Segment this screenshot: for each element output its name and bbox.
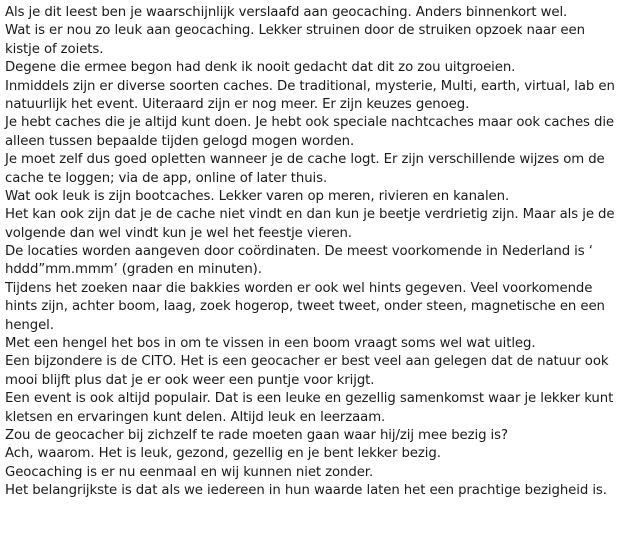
- paragraph-cache-types: [5, 78, 640, 115]
- text-line: kletsen en ervaringen kunt delen. Altijd leuk en leerzaam.: [5, 409, 386, 425]
- paragraph-coordinates: [5, 243, 640, 280]
- paragraph-night-caches: [5, 114, 640, 151]
- text-line: Je moet zelf dus goed opletten wanneer je de cache logt. Er zijn verschillende wijzes om de: [5, 152, 605, 168]
- paragraph-origin: [5, 59, 640, 77]
- text-line: Een bijzondere is de CITO. Het is een geocacher er best veel aan gelegen dat de natuur ook: [5, 354, 609, 370]
- text-line: Als je dit leest ben je waarschijnlijk verslaafd aan geocaching. Anders binnenkort wel.: [5, 5, 568, 20]
- paragraph-not-found: [5, 206, 640, 243]
- text-line: alleen tussen bepaalde tijden gelogd mogen worden.: [5, 133, 355, 149]
- paragraph-question: [5, 427, 640, 445]
- text-line: Wat is er nou zo leuk aan geocaching. Lekker struinen door de struiken opzoek naar een: [5, 23, 585, 39]
- text-line: mooi blijft plus dat je er ook weer een puntje voor krijgt.: [5, 372, 375, 388]
- text-line: Inmiddels zijn er diverse soorten caches. De traditional, mysterie, Multi, earth, virtual, lab en: [5, 78, 615, 94]
- text-line: cache te loggen; via de app, online of later thuis.: [5, 170, 328, 186]
- paragraph-events: [5, 390, 640, 427]
- paragraph-conclusion: [5, 482, 640, 500]
- text-line: Het kan ook zijn dat je de cache niet vindt en dan kun je beetje verdrietig zijn. Maar als je de: [5, 207, 615, 223]
- text-line: Ach, waarom. Het is leuk, gezond, gezellig en je bent lekker bezig.: [5, 446, 441, 462]
- text-line: Wat ook leuk is zijn bootcaches. Lekker varen op meren, rivieren en kanalen.: [5, 188, 510, 204]
- text-line: Geocaching is er nu eenmaal en wij kunnen niet zonder.: [5, 464, 374, 480]
- paragraph-why-fun: [5, 22, 640, 59]
- paragraph-boat-caches: [5, 188, 640, 206]
- text-line: Zou de geocacher bij zichzelf te rade moeten gaan waar hij/zij mee bezig is?: [5, 427, 508, 443]
- text-line: Tijdens het zoeken naar die bakkies worden er ook wel hints gegeven. Veel voorkomende: [5, 280, 593, 296]
- paragraph-answer: [5, 445, 640, 463]
- text-line: hddd”mm.mmm’ (graden en minuten).: [5, 262, 262, 278]
- text-line: Een event is ook altijd populair. Dat is een leuke en gezellig samenkomst waar je lekker kunt: [5, 391, 614, 407]
- paragraph-fishing-rod: [5, 335, 640, 353]
- text-line: Het belangrijkste is dat als we iedereen in hun waarde laten het een prachtige bezigheid is.: [5, 483, 607, 499]
- text-line: Degene die ermee begon had denk ik nooit gedacht dat dit zo zou uitgroeien.: [5, 60, 516, 76]
- paragraph-cant-live-without: [5, 464, 640, 482]
- text-line: hints zijn, achter boom, laag, zoek hogerop, tweet tweet, onder steen, magnetische en een: [5, 299, 605, 315]
- paragraph-logging: [5, 151, 640, 188]
- text-line: kistje of zoiets.: [5, 41, 104, 57]
- text-line: Je hebt caches die je altijd kunt doen. Je hebt ook speciale nachtcaches maar ook caches die: [5, 115, 614, 131]
- text-line: hengel.: [5, 317, 54, 333]
- paragraph-hints: [5, 280, 640, 335]
- paragraph-cito: [5, 353, 640, 390]
- paragraph-intro: [5, 4, 640, 22]
- text-line: natuurlijk het event. Uiteraard zijn er nog meer. Er zijn keuzes genoeg.: [5, 96, 470, 112]
- text-line: De locaties worden aangeven door coördinaten. De meest voorkomende in Nederland is ‘: [5, 244, 593, 260]
- text-line: volgende dan wel vindt kun je wel het feestje vieren.: [5, 225, 352, 241]
- text-line: Met een hengel het bos in om te vissen in een boom vraagt soms wel wat uitleg.: [5, 336, 536, 352]
